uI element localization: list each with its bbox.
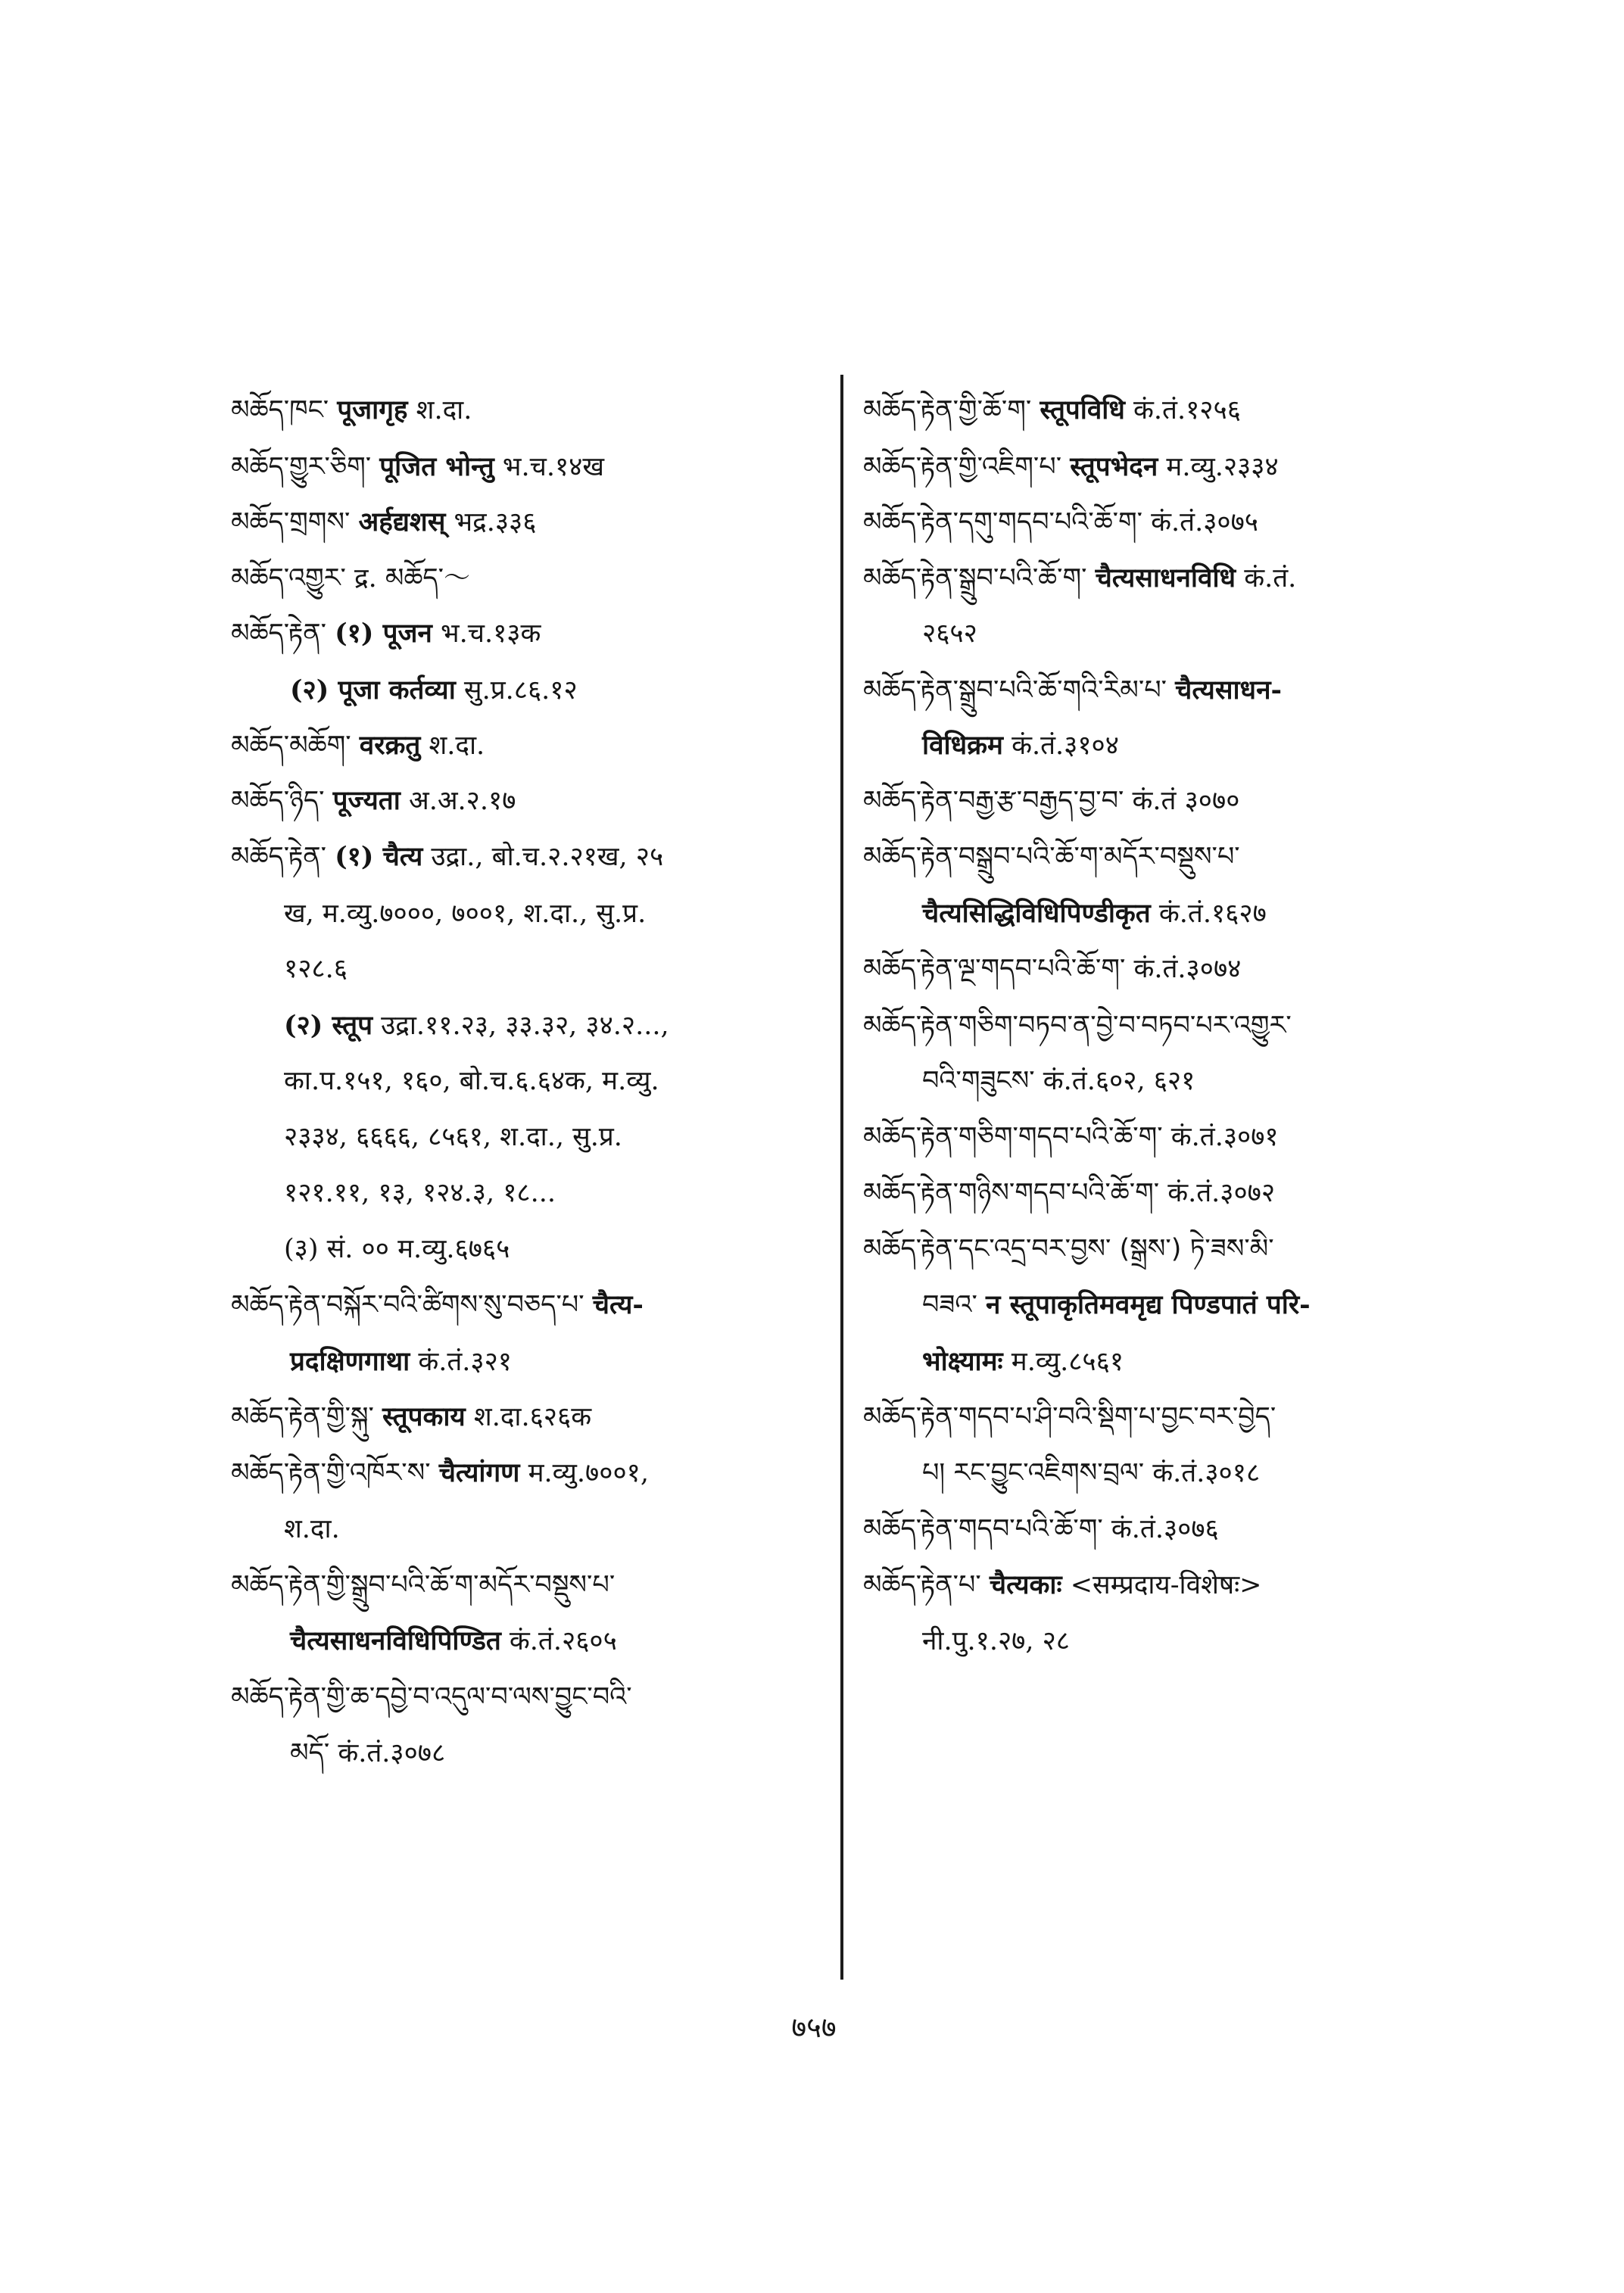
source-reference: उद्रा.११.२३, ३३.३२, ३४.२..., [381,1011,669,1041]
tibetan-headword: མཆོད་རྟེན་གྱི་སྐུ་ [231,1402,374,1432]
source-reference: म.व्यु.७००१, [528,1458,649,1488]
entry-line [863,450,1279,484]
sanskrit-gloss: वरक्रतु [359,730,421,761]
source-reference: कं.तं ३०७० [1132,786,1240,816]
tibetan-headword: མཆོད་རྟེན་གྱི་ཆོ་ག་ [863,395,1032,425]
entry-line [863,1176,1275,1210]
sanskrit-gloss: पूज्यता [332,785,401,816]
tibetan-headword: མཆོད་རྟེན་ [231,618,326,649]
tibetan-headword: མཆོད་རྟེན་གཅིག་གདབ་པའི་ཆོ་ག་ [863,1122,1163,1152]
source-reference: का.प.१५१, १६०, बो.च.६.६४क, म.व्यु. [284,1066,659,1096]
source-reference: भ.च.१४ख [502,452,605,482]
source-reference: २६५२ [922,618,977,649]
entry-line [231,506,536,539]
tibetan-headword: མཆོད་རྟེན་སྒྲུབ་པའི་ཆོ་ག་ [863,563,1087,594]
source-reference: कं.तं.३०७६ [1111,1514,1219,1544]
entry-line [863,784,1239,818]
entry-line [231,562,470,595]
tibetan-headword: མཆོད་རྟེན་གཉིས་གདབ་པའི་ཆོ་ག་ [863,1178,1160,1208]
tibetan-headword: མཆོད་རྟེན་གྱི་ཆ་དབྱེ་བ་འདུལ་བ་ལས་བྱུང་བའི་ [231,1682,632,1712]
tibetan-headword: མཆོད་རྟེན་བརྒྱ་རྩ་བརྒྱད་བྱ་བ་ [863,786,1124,816]
tibetan-headword: མཆོད་རྟེན་བསྒྲུབ་པའི་ཆོ་ག་མདོར་བསྡུས་པ་ [863,842,1240,872]
tibetan-headword: མཆོད་རྟེན་སྒྲུབ་པའི་ཆོ་གའི་རིམ་པ་ [863,675,1167,706]
entry-line [922,1625,1070,1658]
entry-line [231,1569,615,1602]
tibetan-headword: མཆོད་རྟེན་དང་འདྲ་བར་བྱས་ (སྒྲས་) ཏེ་ཟས་མི་ [863,1234,1274,1264]
sanskrit-gloss: अर्हद्यशस् [358,506,446,537]
source-reference: कं.तं.३०७८ [338,1738,446,1768]
tibetan-headword: མཆོད་མཆོག་ [231,731,351,761]
sanskrit-gloss: स्तूपविधि [1040,394,1125,425]
source-reference: कं.तं.३०७५ [1151,507,1259,537]
entry-line [290,1737,445,1770]
source-reference: कं.तं. [1244,563,1297,594]
entry-line [863,562,1296,595]
entry-line [863,1009,1292,1042]
source-reference: उद्रा., बो.च.२.२१ख, २५ [431,842,664,872]
sanskrit-gloss: चैत्यसाधनविधिपिण्डित [290,1625,501,1656]
source-reference: भद्र.३३६ [454,507,537,537]
sanskrit-gloss: चैत्यसाधनविधि [1095,562,1236,594]
entry-line [284,952,348,986]
source-reference: कं.तं.६०२, ६२१ [1043,1066,1195,1096]
tibetan-headword: མཆོད་རྟེན་ [231,842,326,872]
entry-line [284,897,646,930]
source-reference: १२८.६ [284,954,348,984]
tibetan-headword: མཆོད་རྟེན་བསྐོར་བའི་ཚིགས་སུ་བཅད་པ་ [231,1290,584,1320]
tibetan-headword: མཆོད་རྟེན་གདབ་པའི་ཆོ་ག་ [863,1514,1103,1544]
entry-line [231,1681,632,1714]
tibetan-headword: མཆོད་གྱུར་ཅིག་ [231,452,372,482]
entry-line [863,1232,1274,1266]
entry-line [863,394,1241,427]
source-reference: ख, म.व्यु.७०००, ७००१, श.दा., सु.प्र. [284,899,647,929]
source-reference: श.दा. [429,731,485,761]
entry-line [231,729,485,762]
entry-line [922,617,977,650]
entry-line [922,729,1119,762]
entry-line [863,1569,1262,1602]
source-reference: कं.तं.१२५६ [1133,395,1241,425]
tibetan-headword: པ། རང་བྱུང་འཇིགས་བྲལ་ [922,1458,1145,1488]
source-reference: कं.तं.३०७४ [1133,954,1242,984]
tibetan-headword: མཆོད་ཁང་ [231,395,329,425]
entry-line [231,784,516,818]
source-reference: कं.तं.२६०५ [509,1626,617,1656]
tibetan-headword: མཆོད་རྟེན་གྱི་སྒྲུབ་པའི་ཆོ་ག་མདོར་བསྡུས་པ་ [231,1570,616,1600]
tibetan-headword: མཆོད་འགྱུར་ [231,563,346,594]
entry-line [290,1625,617,1658]
source-reference: द्र. མཆོད་〜 [354,563,470,594]
source-reference: २३३४, ६६६६, ८५६१, श.दा., सु.प्र. [284,1122,622,1152]
source-reference: म.व्यु.२३३४ [1166,452,1279,482]
tibetan-headword: མཆོད་རྟེན་གཅིག་བཏབ་ན་བྱེ་བ་བཏབ་པར་འགྱུར་ [863,1011,1292,1041]
entry-line [863,1513,1219,1546]
entry-line [231,450,604,484]
sanskrit-gloss: चैत्यसिद्धिविधिपिण्डीकृत [922,898,1151,929]
source-reference: नी.पु.१.२७, २८ [922,1626,1070,1656]
tibetan-headword: བའི་གཟུངས་ [922,1066,1035,1096]
entry-line [284,1120,622,1154]
page-number: ७५७ [791,2011,837,2044]
entry-line [863,840,1240,874]
tibetan-headword: མཆོད་རྟེན་པ་ [863,1570,981,1600]
sanskrit-gloss: विधिक्रम [922,730,1003,761]
sanskrit-gloss: स्तूपभेदन [1070,451,1158,482]
source-reference: श.दा. [284,1514,340,1544]
sanskrit-gloss: चैत्यांगण [438,1457,520,1488]
source-reference: कं.तं.३०१८ [1152,1458,1261,1488]
sanskrit-gloss: (२) पूजा कर्तव्या [290,675,456,706]
tibetan-headword: བཟའ་ [922,1290,977,1320]
column-divider [840,375,843,1980]
sanskrit-gloss: (१) पूजन [335,618,432,649]
tibetan-headword: མཆོད་རྟེན་ལྔ་གདབ་པའི་ཆོ་ག་ [863,954,1126,984]
entry-line [922,1064,1195,1098]
source-reference: कं.तं.१६२७ [1158,899,1267,929]
entry-line [284,1009,669,1042]
entry-line [284,1176,556,1210]
entry-line [863,674,1282,707]
tibetan-headword: མཆོད་རྟེན་གདབ་པ་ཤི་བའི་སྡིག་པ་བྱང་བར་བྱེད་ [863,1402,1276,1432]
entry-line [231,1400,591,1434]
entry-line [863,952,1241,986]
entry-line [231,617,541,650]
entry-line [284,1513,340,1546]
entry-line [231,840,663,874]
tibetan-headword: མཆོད་རྟེན་དགུ་གདབ་པའི་ཆོ་ག་ [863,507,1142,537]
tibetan-headword: མདོ་ [290,1738,330,1768]
entry-line [290,674,578,707]
entry-line [284,1064,659,1098]
source-reference: (३) सं. ०० म.व्यु.६७६५ [284,1234,510,1264]
sanskrit-gloss: प्रदक्षिणगाथा [290,1346,410,1377]
tibetan-headword: མཆོད་ཉིད་ [231,786,325,816]
entry-line [922,1345,1124,1379]
tibetan-headword: མཆོད་རྟེན་གྱི་འཁོར་ས་ [231,1458,431,1488]
tibetan-headword: མཆོད་རྟེན་གྱི་འཇིག་པ་ [863,452,1062,482]
entry-line [290,1345,512,1379]
sanskrit-gloss: पूजागृह [337,394,408,425]
sanskrit-gloss: चैत्य- [592,1289,644,1320]
source-reference: कं.तं.३०७२ [1167,1178,1276,1208]
source-reference: श.दा.६२६क [473,1402,592,1432]
sanskrit-gloss: पूजित भोन्तु [379,451,494,482]
entry-line [863,1120,1279,1154]
entry-line [863,506,1258,539]
entry-line [863,1400,1276,1434]
entry-line [231,1288,644,1322]
source-reference: कं.तं.३०७१ [1170,1122,1279,1152]
source-reference: <सम्प्रदाय-विशेषः> [1070,1570,1262,1600]
source-reference: कं.तं.३१०४ [1011,731,1119,761]
source-reference: १२१.११, १३, १२४.३, १८... [284,1178,556,1208]
sanskrit-gloss: भोक्ष्यामः [922,1346,1003,1377]
source-reference: म.व्यु.८५६१ [1011,1347,1124,1377]
sanskrit-gloss: चैत्यसाधन- [1175,675,1283,706]
source-reference: भ.च.१३क [441,618,541,649]
source-reference: सु.प्र.८६.१२ [463,675,578,706]
entry-line [231,1456,649,1490]
sanskrit-gloss: (२) स्तूप [284,1010,372,1041]
entry-line [231,394,472,427]
sanskrit-gloss: न स्तूपाकृतिमवमृद्य पिण्डपातं परि- [985,1289,1311,1320]
source-reference: कं.तं.३२१ [418,1347,512,1377]
entry-line [922,897,1267,930]
sanskrit-gloss: (१) चैत्य [335,841,423,872]
sanskrit-gloss: स्तूपकाय [382,1401,466,1432]
entry-line [922,1288,1311,1322]
source-reference: श.दा. [416,395,472,425]
sanskrit-gloss: चैत्यकाः [989,1569,1062,1600]
entry-line [284,1232,510,1266]
tibetan-headword: མཆོད་གྲགས་ [231,507,351,537]
source-reference: अ.अ.२.१७ [408,786,516,816]
entry-line [922,1456,1260,1490]
